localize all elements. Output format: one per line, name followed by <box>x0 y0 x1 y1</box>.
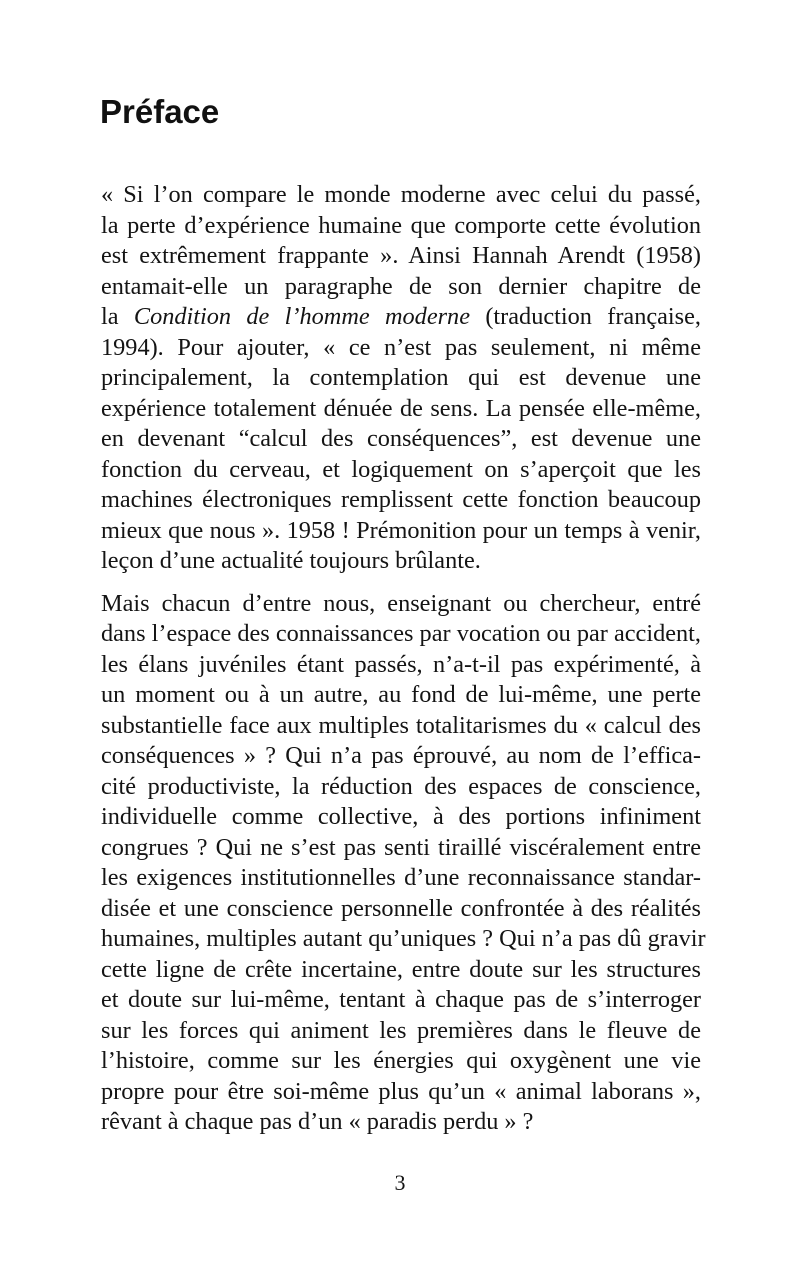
text-run: la <box>101 303 134 330</box>
book-title-italic: Condition de l’homme moderne <box>133 303 470 330</box>
page-number: 3 <box>394 1170 406 1195</box>
text-line: fonction du cerveau, et logiquement on s’aperçoit que les <box>101 455 701 483</box>
text-line: cité productiviste, la réduction des espaces de conscience, <box>101 772 701 800</box>
text-line: est extrêmement frappante ». Ainsi Hannah Arendt (1958) <box>101 242 701 269</box>
text-line: dans l’espace des connaissances par vocation ou par accident, <box>101 620 701 647</box>
text-line: substantielle face aux multiples totalitarismes du « calcul des <box>101 711 701 739</box>
page-title: Préface <box>100 93 220 130</box>
text-line: l’histoire, comme sur les énergies qui oxygènent une vie <box>101 1047 701 1074</box>
text-line: leçon d’une actualité toujours brûlante. <box>101 547 481 574</box>
text-line: « Si l’on compare le monde moderne avec celui du passé, <box>101 181 701 208</box>
text-line: Mais chacun d’entre nous, enseignant ou chercheur, entré <box>101 589 701 617</box>
text-line: conséquences » ? Qui n’a pas éprouvé, au nom de l’effica- <box>101 742 701 769</box>
text-line: individuelle comme collective, à des portions infiniment <box>101 803 701 830</box>
text-line: propre pour être soi-même plus qu’un « animal laborans », <box>101 1077 701 1105</box>
text-line: expérience totalement dénuée de sens. La pensée elle-même, <box>101 394 701 422</box>
body-text <box>101 180 706 1150</box>
text-line: la perte d’expérience humaine que comporte cette évolution <box>101 211 701 239</box>
text-line: entamait-elle un paragraphe de son dernier chapitre de <box>101 272 701 300</box>
text-line: congrues ? Qui ne s’est pas senti tiraillé viscéralement entre <box>101 833 701 861</box>
text-line: disée et une conscience personnelle confrontée à des réalités <box>101 894 701 922</box>
text-line: les exigences institutionnelles d’une reconnaissance standar- <box>101 864 701 891</box>
text-line: 1994). Pour ajouter, « ce n’est pas seulement, ni même <box>101 333 701 361</box>
text-line: un moment ou à un autre, au fond de lui-même, une perte <box>101 681 701 708</box>
paragraph-1 <box>101 180 701 577</box>
text-line: mieux que nous ». 1958 ! Prémonition pour un temps à venir, <box>101 516 701 544</box>
text-line: sur les forces qui animent les premières dans le fleuve de <box>101 1016 701 1044</box>
text-line: et doute sur lui-même, tentant à chaque pas de s’interroger <box>101 986 701 1013</box>
paragraph-2 <box>101 589 706 1138</box>
text-line: machines électroniques remplissent cette fonction beaucoup <box>101 486 701 513</box>
text-line: principalement, la contemplation qui est devenue une <box>101 364 701 391</box>
text-line: les élans juvéniles étant passés, n’a-t-il pas expérimenté, à <box>101 650 701 678</box>
text-line <box>101 302 701 333</box>
text-line: en devenant “calcul des conséquences”, est devenue une <box>101 425 701 452</box>
text-run: (traduction française, <box>470 303 701 330</box>
text-line: rêvant à chaque pas d’un « paradis perdu » ? <box>101 1108 534 1135</box>
text-line: cette ligne de crête incertaine, entre doute sur les structures <box>101 955 701 983</box>
text-line: humaines, multiples autant qu’uniques ? Qui n’a pas dû gravir <box>101 925 706 952</box>
